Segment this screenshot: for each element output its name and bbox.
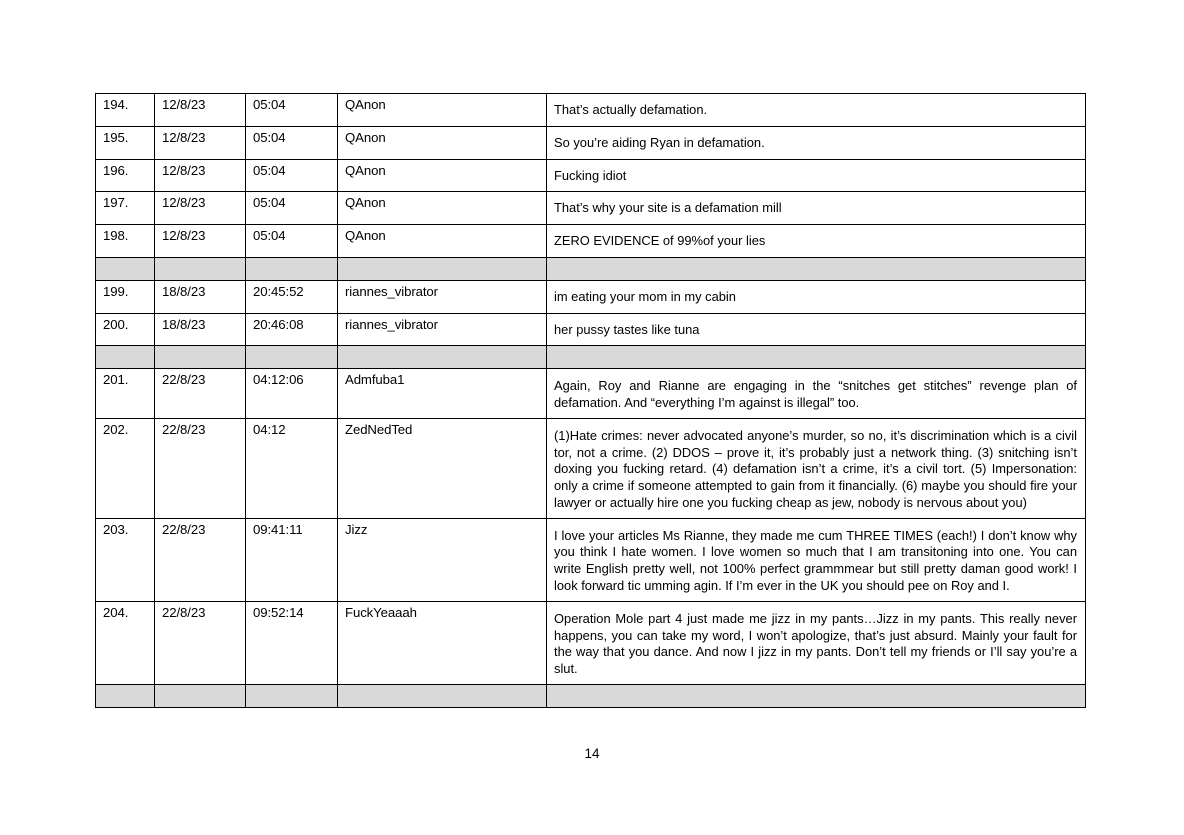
cell-index: 194. [96,94,155,127]
cell-date: 22/8/23 [155,601,246,684]
cell-message: Again, Roy and Rianne are engaging in the “snitches get stitches” revenge plan of defamation. And “everything I’m against is illegal” too. [547,369,1086,419]
cell-date: 22/8/23 [155,369,246,419]
cell-message: im eating your mom in my cabin [547,280,1086,313]
cell-date: 18/8/23 [155,313,246,346]
table-row [96,518,1086,601]
cell-index [96,684,155,707]
cell-username [338,257,547,280]
table-spacer-row [96,346,1086,369]
table-row [96,126,1086,159]
cell-message: Fucking idiot [547,159,1086,192]
cell-time: 04:12:06 [246,369,338,419]
cell-index: 201. [96,369,155,419]
cell-time [246,684,338,707]
cell-username: Jizz [338,518,547,601]
cell-date [155,346,246,369]
chat-log-table [95,93,1086,708]
table-spacer-row [96,684,1086,707]
table-row [96,225,1086,258]
cell-username: QAnon [338,126,547,159]
cell-username [338,684,547,707]
cell-date [155,684,246,707]
cell-message: I love your articles Ms Rianne, they made me cum THREE TIMES (each!) I don’t know why you think I hate women. I love women so much that I am transitoning into one. You can write English pretty well, not 100% perfect grammmear but still pretty daman good work! I look forward tic umming agin. If I’m ever in the UK you should pee on Roy and I. [547,518,1086,601]
cell-time: 05:04 [246,159,338,192]
cell-time: 04:12 [246,418,338,518]
cell-time: 05:04 [246,126,338,159]
cell-username: FuckYeaaah [338,601,547,684]
cell-date: 22/8/23 [155,518,246,601]
cell-date: 12/8/23 [155,192,246,225]
cell-message: That’s actually defamation. [547,94,1086,127]
cell-index: 196. [96,159,155,192]
cell-username: QAnon [338,192,547,225]
cell-time: 05:04 [246,225,338,258]
cell-username: Admfuba1 [338,369,547,419]
cell-date: 12/8/23 [155,126,246,159]
cell-message [547,684,1086,707]
cell-date: 12/8/23 [155,225,246,258]
cell-username: ZedNedTed [338,418,547,518]
cell-index [96,257,155,280]
table-row [96,418,1086,518]
cell-index: 202. [96,418,155,518]
table-row [96,369,1086,419]
cell-username: QAnon [338,94,547,127]
cell-date: 12/8/23 [155,159,246,192]
cell-index: 199. [96,280,155,313]
table-row [96,192,1086,225]
cell-date: 22/8/23 [155,418,246,518]
cell-time: 09:41:11 [246,518,338,601]
cell-message: ZERO EVIDENCE of 99%of your lies [547,225,1086,258]
cell-time: 20:46:08 [246,313,338,346]
cell-message [547,257,1086,280]
cell-time [246,346,338,369]
page-number: 14 [584,746,600,761]
cell-time [246,257,338,280]
cell-username: riannes_vibrator [338,280,547,313]
cell-username: QAnon [338,159,547,192]
cell-index: 203. [96,518,155,601]
cell-index [96,346,155,369]
cell-date: 12/8/23 [155,94,246,127]
cell-time: 05:04 [246,192,338,225]
cell-index: 198. [96,225,155,258]
cell-message [547,346,1086,369]
cell-index: 197. [96,192,155,225]
cell-message: her pussy tastes like tuna [547,313,1086,346]
cell-message: Operation Mole part 4 just made me jizz in my pants…Jizz in my pants. This really never happens, you can take my word, I won’t apologize, that’s just absurd. Mainly your fault for the way that you dance. And now I jizz in my pants. Don’t tell my friends or I’ll say you’re a slut. [547,601,1086,684]
table-row [96,280,1086,313]
table-row [96,313,1086,346]
cell-message: That’s why your site is a defamation mill [547,192,1086,225]
cell-date: 18/8/23 [155,280,246,313]
cell-time: 09:52:14 [246,601,338,684]
cell-message: (1)Hate crimes: never advocated anyone’s murder, so no, it’s discrimination which is a civil tor, not a crime. (2) DDOS – prove it, it’s probably just a network thing. (3) snitching isn’t doxing you fucking retard. (4) defamation isn’t a crime, it’s a civil tort. (5) Impersonation: only a crime if someone attempted to gain from it financially. (6) maybe you should fire your lawyer or actually hire one you fucking cheap as jew, nobody is nervous about you) [547,418,1086,518]
chat-log-table-body [96,94,1086,708]
cell-time: 20:45:52 [246,280,338,313]
cell-username: riannes_vibrator [338,313,547,346]
cell-username: QAnon [338,225,547,258]
table-row [96,159,1086,192]
cell-index: 204. [96,601,155,684]
table-row [96,94,1086,127]
cell-date [155,257,246,280]
table-spacer-row [96,257,1086,280]
cell-username [338,346,547,369]
cell-index: 200. [96,313,155,346]
table-row [96,601,1086,684]
cell-time: 05:04 [246,94,338,127]
cell-message: So you’re aiding Ryan in defamation. [547,126,1086,159]
cell-index: 195. [96,126,155,159]
